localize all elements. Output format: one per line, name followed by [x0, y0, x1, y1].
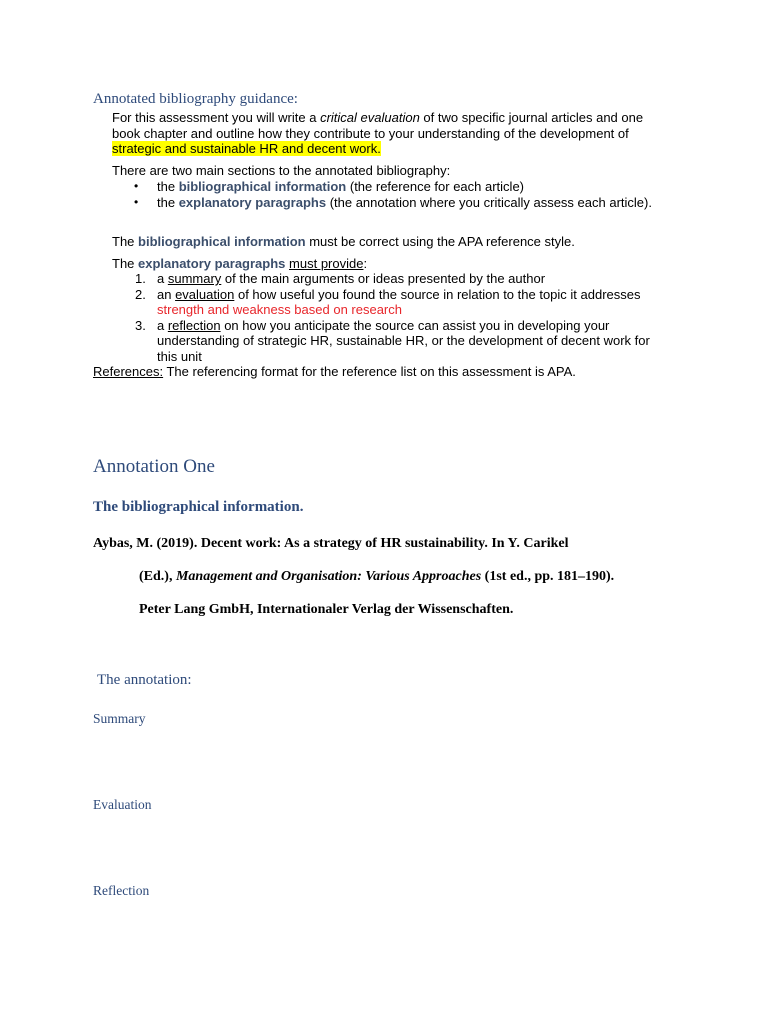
item-rest: of the main arguments or ideas presented by the author	[221, 271, 546, 286]
bullet-item	[133, 179, 673, 195]
item-red-note: strength and weakness based on research	[157, 302, 402, 317]
bullet-prefix: the	[157, 179, 179, 194]
intro-highlight: strategic and sustainable HR and decent work.	[112, 141, 381, 156]
references-label: References:	[93, 364, 164, 379]
explanatory-intro	[112, 256, 672, 272]
reflection-label: Reflection	[93, 883, 150, 898]
bullet-item	[133, 195, 673, 211]
bullet-icon: •	[134, 179, 139, 193]
annotation-one-heading: Annotation One	[93, 456, 215, 477]
explan-colon: :	[363, 256, 368, 271]
summary-label: Summary	[93, 711, 146, 726]
references-text: The referencing format for the reference list on this assessment is APA.	[163, 364, 576, 379]
item-prefix: a	[157, 317, 168, 333]
numbered-item	[133, 287, 673, 318]
item-underline: reflection	[167, 317, 221, 333]
item-number: 2.	[135, 286, 146, 302]
bullet-list	[133, 179, 673, 210]
guidance-title: Annotated bibliography guidance:	[93, 91, 298, 107]
bullet-rest: (the reference for each article)	[346, 179, 524, 194]
intro-text-1: For this assessment you will write a	[112, 110, 321, 125]
bib-para-bold: bibliographical information	[138, 234, 306, 249]
item-number: 1.	[135, 271, 146, 286]
bullet-bold: explanatory paragraphs	[178, 194, 327, 210]
citation-line-3: Peter Lang GmbH, Internationaler Verlag der Wissenschaften.	[139, 602, 514, 617]
bib-para-rest: must be correct using the APA reference style.	[305, 234, 575, 249]
bullet-bold: bibliographical information	[178, 179, 347, 194]
bib-info-paragraph	[112, 234, 672, 250]
item-underline: summary	[167, 271, 222, 286]
numbered-item	[133, 318, 673, 365]
intro-text-2: of two specific journal articles and one book chapter and outline how they contribute to your understanding of the development of	[112, 110, 644, 141]
item-rest: of how useful you found the source in relation to the topic it addresses	[234, 286, 641, 302]
bibliographical-heading: The bibliographical information.	[93, 499, 304, 515]
evaluation-label: Evaluation	[93, 797, 152, 812]
item-underline: evaluation	[175, 286, 235, 302]
citation-line-2	[139, 569, 614, 585]
bullet-prefix: the	[157, 194, 179, 210]
intro-italic: critical evaluation	[320, 110, 420, 125]
citation-ed: (Ed.),	[139, 569, 176, 584]
explan-prefix: The	[112, 256, 139, 271]
explan-bold: explanatory paragraphs	[138, 256, 286, 271]
explan-underline: must provide	[289, 256, 364, 271]
sections-intro: There are two main sections to the annotated bibliography:	[112, 163, 451, 178]
numbered-item	[133, 271, 673, 287]
intro-paragraph	[112, 110, 672, 157]
citation-line-1: Aybas, M. (2019). Decent work: As a strategy of HR sustainability. In Y. Carikel	[93, 536, 569, 551]
item-prefix: an	[157, 286, 176, 302]
item-prefix: a	[157, 271, 168, 286]
annotation-heading: The annotation:	[97, 672, 192, 688]
bib-para-prefix: The	[112, 234, 139, 249]
numbered-list	[133, 271, 673, 364]
citation-book-title: Management and Organisation: Various Approaches	[175, 569, 482, 584]
references-line	[93, 364, 693, 380]
item-number: 3.	[135, 317, 146, 333]
citation-pages: (1st ed., pp. 181–190).	[481, 569, 615, 584]
bullet-icon: •	[134, 194, 139, 209]
bullet-rest: (the annotation where you critically assess each article).	[326, 194, 652, 210]
item-rest: on how you anticipate the source can assist you in developing your understanding of strategic HR, sustainable HR, or the development of decent work for this unit	[157, 317, 650, 364]
